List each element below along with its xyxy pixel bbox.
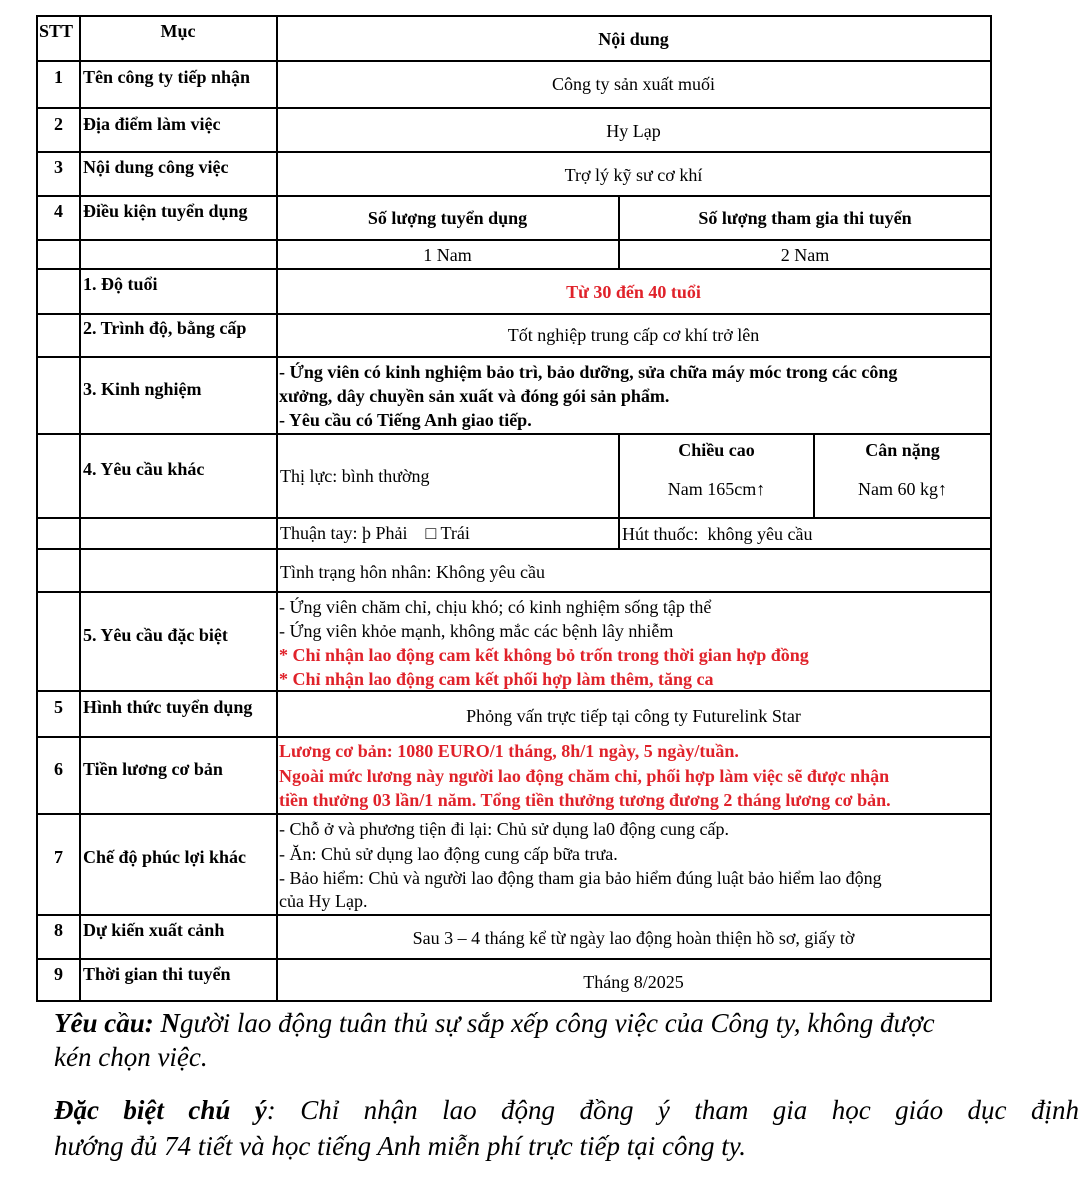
height-value: Nam 165cm↑ bbox=[667, 479, 766, 499]
special-attention-line2: hướng đủ 74 tiết và học tiếng Anh miễn phí trực tiếp tại công ty. bbox=[54, 1131, 747, 1161]
row4-label: Điều kiện tuyển dụng bbox=[83, 201, 248, 221]
salary-line1: Lương cơ bản: 1080 EURO/1 tháng, 8h/1 ngày, 5 ngày/tuần. bbox=[279, 741, 739, 761]
vision-text: Thị lực: bình thường bbox=[280, 466, 430, 486]
row6-label: Tiền lương cơ bản bbox=[83, 759, 223, 779]
salary-line3: tiền thưởng 03 lần/1 năm. Tổng tiền thưởng tương đương 2 tháng lương cơ bản. bbox=[279, 790, 891, 810]
salary-line2: Ngoài mức lương này người lao động chăm chỉ, phối hợp làm việc sẽ được nhận bbox=[279, 766, 890, 786]
experience-label: 3. Kinh nghiệm bbox=[83, 379, 202, 399]
education-value: Tốt nghiệp trung cấp cơ khí trở lên bbox=[507, 325, 760, 345]
experience-line1: - Ứng viên có kinh nghiệm bảo trì, bảo dưỡng, sửa chữa máy móc trong các công bbox=[279, 362, 898, 382]
experience-line2: xưởng, dây chuyền sản xuất và đóng gói sản phẩm. bbox=[279, 386, 670, 406]
row4-stt: 4 bbox=[54, 201, 63, 221]
requirement-note-text: gười lao động tuân thủ sự sắp xếp công việc của Công ty, không được bbox=[179, 1008, 935, 1038]
special-label: 5. Yêu cầu đặc biệt bbox=[83, 625, 228, 645]
benefit-line4: của Hy Lạp. bbox=[279, 891, 368, 911]
smoking-text: Hút thuốc: không yêu cầu bbox=[622, 524, 813, 544]
row9-stt: 9 bbox=[54, 964, 63, 984]
row8-stt: 8 bbox=[54, 920, 63, 940]
requirement-note-lead: Yêu cầu: N bbox=[54, 1008, 180, 1038]
row3-label: Nội dung công việc bbox=[83, 157, 229, 177]
row5-label: Hình thức tuyển dụng bbox=[83, 697, 253, 717]
experience-line3: - Yêu cầu có Tiếng Anh giao tiếp. bbox=[279, 410, 532, 430]
candidates-header: Số lượng tham gia thi tuyển bbox=[698, 208, 912, 228]
row6-stt: 6 bbox=[54, 759, 63, 779]
row1-value: Công ty sản xuất muối bbox=[552, 74, 715, 94]
special-attention-text: : Chỉ nhận lao động đồng ý tham gia học giáo dục định bbox=[266, 1095, 1079, 1125]
candidates-value: 2 Nam bbox=[780, 245, 830, 265]
age-label: 1. Độ tuổi bbox=[83, 274, 158, 294]
special-attention-note bbox=[54, 1093, 1079, 1127]
row3-stt: 3 bbox=[54, 157, 63, 177]
header-muc: Mục bbox=[160, 21, 196, 41]
row2-label: Địa điểm làm việc bbox=[83, 114, 221, 134]
row8-value: Sau 3 – 4 tháng kể từ ngày lao động hoàn thiện hồ sơ, giấy tờ bbox=[412, 928, 855, 948]
benefit-line1: - Chỗ ở và phương tiện đi lại: Chủ sử dụng la0 động cung cấp. bbox=[279, 819, 729, 839]
header-stt: STT bbox=[39, 21, 74, 41]
special-line4: * Chỉ nhận lao động cam kết phối hợp làm thêm, tăng ca bbox=[279, 669, 714, 689]
special-attention-lead: Đặc biệt chú ý bbox=[54, 1095, 267, 1125]
row7-label: Chế độ phúc lợi khác bbox=[83, 847, 247, 867]
marital-text: Tình trạng hôn nhân: Không yêu cầu bbox=[280, 562, 545, 582]
requirement-note bbox=[54, 1006, 935, 1040]
benefit-line3: - Bảo hiểm: Chủ và người lao động tham gia bảo hiểm đúng luật bảo hiểm lao động bbox=[279, 868, 882, 888]
age-value: Từ 30 đến 40 tuổi bbox=[566, 282, 701, 302]
header-noidung: Nội dung bbox=[598, 29, 669, 49]
special-line1: - Ứng viên chăm chỉ, chịu khó; có kinh nghiệm sống tập thể bbox=[279, 597, 712, 617]
other-label: 4. Yêu cầu khác bbox=[83, 459, 205, 479]
quota-header: Số lượng tuyển dụng bbox=[367, 208, 528, 228]
requirement-note-line2: kén chọn việc. bbox=[54, 1042, 208, 1072]
row1-stt: 1 bbox=[54, 67, 63, 87]
row3-value: Trợ lý kỹ sư cơ khí bbox=[564, 165, 703, 185]
row9-label: Thời gian thi tuyển bbox=[83, 964, 231, 984]
row2-value: Hy Lạp bbox=[606, 121, 661, 141]
education-label: 2. Trình độ, bằng cấp bbox=[83, 318, 247, 338]
row5-stt: 5 bbox=[54, 697, 63, 717]
row5-value: Phỏng vấn trực tiếp tại công ty Futurelink Star bbox=[466, 706, 801, 726]
weight-value: Nam 60 kg↑ bbox=[858, 479, 947, 499]
handedness-text: Thuận tay: þ Phải □ Trái bbox=[280, 523, 470, 543]
row9-value: Tháng 8/2025 bbox=[583, 972, 684, 992]
weight-header: Cân nặng bbox=[865, 440, 940, 460]
row2-stt: 2 bbox=[54, 114, 63, 134]
height-header: Chiều cao bbox=[678, 440, 755, 460]
row1-label: Tên công ty tiếp nhận bbox=[83, 67, 251, 87]
row8-label: Dự kiến xuất cảnh bbox=[83, 920, 225, 940]
benefit-line2: - Ăn: Chủ sử dụng lao động cung cấp bữa trưa. bbox=[279, 844, 618, 864]
special-line3: * Chỉ nhận lao động cam kết không bỏ trốn trong thời gian hợp đồng bbox=[279, 645, 809, 665]
quota-value: 1 Nam bbox=[423, 245, 472, 265]
row7-stt: 7 bbox=[54, 847, 63, 867]
special-line2: - Ứng viên khỏe mạnh, không mắc các bệnh lây nhiễm bbox=[279, 621, 674, 641]
